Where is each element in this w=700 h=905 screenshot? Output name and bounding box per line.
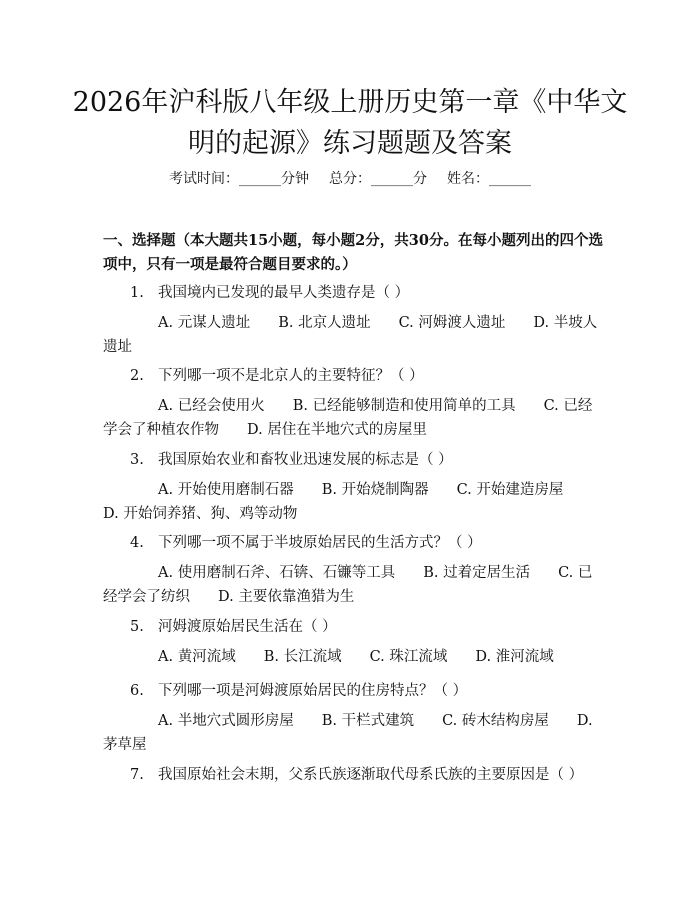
question-2-options bbox=[103, 394, 598, 442]
option-b: B. 北京人遗址 bbox=[278, 315, 371, 331]
option-d: D. 主要依靠渔猎为生 bbox=[218, 589, 355, 605]
question-stem: 我国原始农业和畜牧业迅速发展的标志是（ ） bbox=[158, 452, 453, 468]
option-b: B. 干栏式建筑 bbox=[321, 713, 415, 729]
option-a: A. 使用磨制石斧、石锛、石镰等工具 bbox=[158, 565, 396, 581]
option-c: C. 已经学会了种植农作物 bbox=[103, 398, 593, 438]
question-6 bbox=[130, 681, 467, 701]
option-a: A. 已经会使用火 bbox=[158, 398, 265, 414]
option-c: C. 开始建造房屋 bbox=[456, 482, 564, 498]
question-7 bbox=[130, 765, 583, 785]
question-1-options bbox=[103, 311, 598, 359]
option-a: A. 黄河流域 bbox=[158, 649, 236, 665]
question-1 bbox=[130, 283, 409, 303]
option-d: D. 开始饲养猪、狗、鸡等动物 bbox=[103, 506, 298, 522]
question-number: 2. bbox=[130, 368, 144, 384]
question-5-options bbox=[103, 645, 598, 669]
question-3 bbox=[130, 450, 453, 470]
option-c: C. 珠江流域 bbox=[369, 649, 448, 665]
question-number: 4. bbox=[130, 535, 144, 551]
question-6-options bbox=[103, 709, 598, 757]
question-number: 1. bbox=[130, 285, 144, 301]
option-a: A. 半地穴式圆形房屋 bbox=[158, 713, 294, 729]
question-3-options bbox=[103, 478, 598, 526]
question-2 bbox=[130, 366, 424, 386]
option-c: C. 已经学会了纺织 bbox=[103, 565, 593, 605]
document-title: 2026年沪科版八年级上册历史第一章《中华文明的起源》练习题题及答案 bbox=[72, 87, 628, 159]
score-field: 总分：______分 bbox=[329, 171, 427, 187]
option-b: B. 开始烧制陶器 bbox=[321, 482, 429, 498]
option-b: B. 已经能够制造和使用简单的工具 bbox=[292, 398, 516, 414]
option-d: D. 茅草屋 bbox=[103, 713, 593, 753]
option-d: D. 半坡人遗址 bbox=[103, 315, 598, 355]
question-number: 6. bbox=[130, 683, 144, 699]
exam-time-field: 考试时间：______分钟 bbox=[169, 171, 309, 187]
option-b: B. 过着定居生活 bbox=[423, 565, 531, 581]
option-d: D. 居住在半地穴式的房屋里 bbox=[247, 422, 427, 438]
question-stem: 我国原始社会末期，父系氏族逐渐取代母系氏族的主要原因是（ ） bbox=[158, 767, 584, 783]
question-4-options bbox=[103, 561, 598, 609]
option-a: A. 元谋人遗址 bbox=[158, 315, 251, 331]
question-stem: 我国境内已发现的最早人类遗存是（ ） bbox=[158, 285, 410, 301]
question-number: 5. bbox=[130, 619, 144, 635]
name-field: 姓名：______ bbox=[447, 171, 531, 187]
option-d: D. 淮河流域 bbox=[475, 649, 554, 665]
option-c: C. 砖木结构房屋 bbox=[442, 713, 549, 729]
question-5 bbox=[130, 617, 337, 637]
question-number: 7. bbox=[130, 767, 144, 783]
option-a: A. 开始使用磨制石器 bbox=[158, 482, 294, 498]
question-stem: 河姆渡原始居民生活在（ ） bbox=[158, 619, 337, 635]
question-4 bbox=[130, 533, 482, 553]
question-stem: 下列哪一项不是北京人的主要特征？（ ） bbox=[158, 368, 424, 384]
option-b: B. 长江流域 bbox=[263, 649, 342, 665]
option-c: C. 河姆渡人遗址 bbox=[398, 315, 506, 331]
question-stem: 下列哪一项不属于半坡原始居民的生活方式？（ ） bbox=[158, 535, 482, 551]
question-stem: 下列哪一项是河姆渡原始居民的住房特点？（ ） bbox=[158, 683, 468, 699]
question-number: 3. bbox=[130, 452, 144, 468]
exam-meta bbox=[0, 168, 700, 188]
section-heading: 一、选择题（本大题共15小题，每小题2分，共30分。在每小题列出的四个选项中，只有一项是最符合题目要求的。） bbox=[103, 232, 603, 273]
